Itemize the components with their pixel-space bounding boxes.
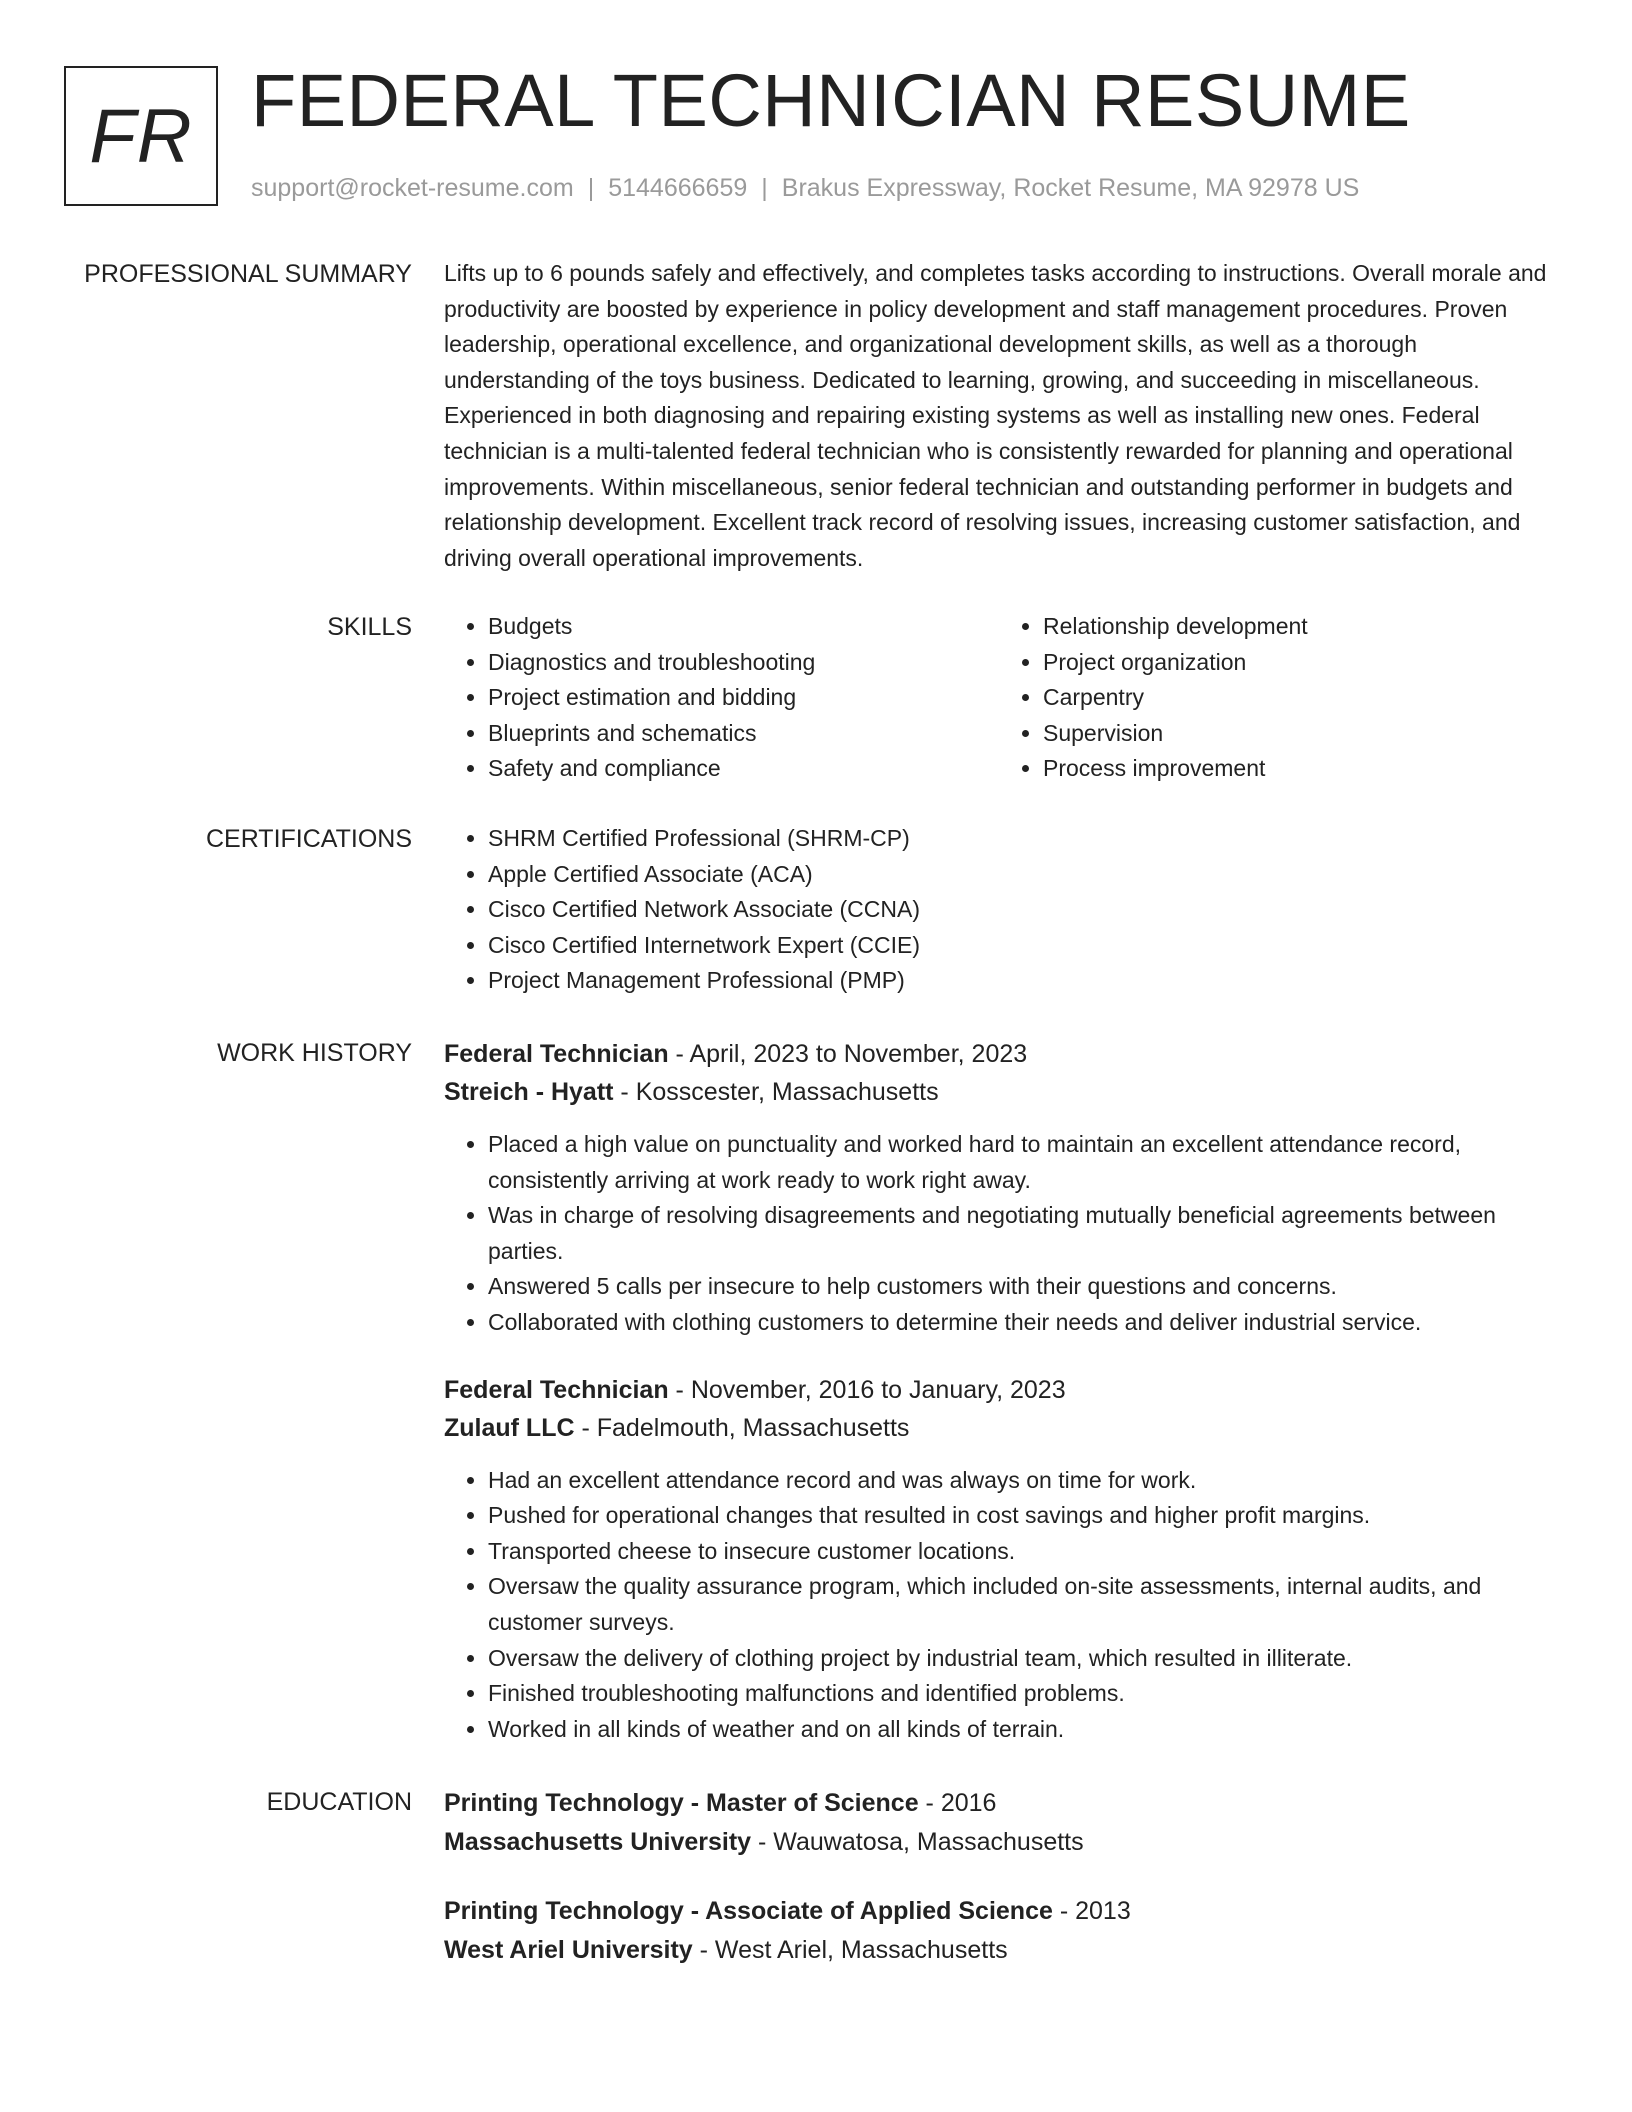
contact-phone: 5144666659 <box>608 174 748 202</box>
skills-list-left <box>444 609 999 787</box>
job-duty: • Was in charge of resolving disagreements and negotiating mutually beneficial agreements between parties. <box>488 1198 1554 1269</box>
certification-item: • SHRM Certified Professional (SHRM-CP) <box>488 821 1554 857</box>
skill-item: • Carpentry <box>1043 680 1554 716</box>
contact-separator: | <box>587 174 595 202</box>
job-entry <box>444 1371 1554 1748</box>
section-label-work-history: WORK HISTORY <box>217 1039 412 1067</box>
job-title-line <box>444 1035 1554 1073</box>
section-label-education: EDUCATION <box>266 1788 412 1816</box>
job-dates: - April, 2023 to November, 2023 <box>668 1040 1028 1068</box>
school-location: - Wauwatosa, Massachusetts <box>751 1828 1084 1856</box>
contact-email: support@rocket-resume.com <box>251 174 574 202</box>
school-name: Massachusetts University <box>444 1828 752 1856</box>
skill-item: • Diagnostics and troubleshooting <box>488 645 999 681</box>
skill-item: • Process improvement <box>1043 751 1554 787</box>
degree-year: - 2013 <box>1052 1897 1131 1925</box>
degree-line <box>444 1892 1554 1931</box>
job-duty: • Transported cheese to insecure customer locations. <box>488 1534 1554 1570</box>
skill-item: • Safety and compliance <box>488 751 999 787</box>
employer-name: Zulauf LLC <box>444 1413 575 1442</box>
certification-item: • Apple Certified Associate (ACA) <box>488 857 1554 893</box>
job-title-line <box>444 1371 1554 1409</box>
skill-item: • Blueprints and schematics <box>488 716 999 752</box>
job-entry <box>444 1035 1554 1341</box>
summary-text: Lifts up to 6 pounds safely and effectively, and completes tasks according to instructions. Overall morale and productivity are boosted by experience in policy development and staff management procedures. Proven leadership, operational excellence, and organizational development skills, as well as a thorough understanding of the toys business. Dedicated to learning, growing, and succeeding in miscellaneous. Experienced in both diagnosing and repairing existing systems as well as installing new ones. Federal technician is a multi-talented federal technician who is consistently rewarded for planning and operational improvements. Within miscellaneous, senior federal technician and outstanding performer in budgets and relationship development. Excellent track record of resolving issues, increasing customer satisfaction, and driving overall operational improvements. <box>444 260 1547 571</box>
job-duty: • Oversaw the quality assurance program, which included on-site assessments, internal audits, and customer surveys. <box>488 1569 1554 1640</box>
certifications-body <box>444 821 1554 999</box>
education-body <box>444 1784 1554 1970</box>
employer-location: - Fadelmouth, Massachusetts <box>574 1413 910 1442</box>
resume-title: FEDERAL TECHNICIAN RESUME <box>251 59 1411 142</box>
job-title: Federal Technician <box>444 1040 669 1068</box>
skill-item: • Project organization <box>1043 645 1554 681</box>
contact-address: Brakus Expressway, Rocket Resume, MA 92978 US <box>781 174 1360 202</box>
job-title: Federal Technician <box>444 1375 669 1404</box>
job-dates: - November, 2016 to January, 2023 <box>668 1375 1066 1404</box>
job-duty: • Oversaw the delivery of clothing project by industrial team, which resulted in illiterate. <box>488 1641 1554 1677</box>
skill-item: • Relationship development <box>1043 609 1554 645</box>
school-line <box>444 1823 1554 1862</box>
work-history-body <box>444 1035 1554 1747</box>
job-duty: • Finished troubleshooting malfunctions and identified problems. <box>488 1676 1554 1712</box>
skill-item: • Budgets <box>488 609 999 645</box>
degree-line <box>444 1784 1554 1823</box>
job-duty: • Placed a high value on punctuality and worked hard to maintain an excellent attendance record, consistently arriving at work ready to work right away. <box>488 1127 1554 1198</box>
job-duty: • Answered 5 calls per insecure to help customers with their questions and concerns. <box>488 1269 1554 1305</box>
degree-name: Printing Technology - Associate of Applied Science <box>444 1897 1053 1925</box>
section-label-certifications: CERTIFICATIONS <box>205 825 412 853</box>
job-duty: • Worked in all kinds of weather and on all kinds of terrain. <box>488 1712 1554 1748</box>
school-line <box>444 1931 1554 1970</box>
degree-name: Printing Technology - Master of Science <box>444 1789 919 1817</box>
school-name: West Ariel University <box>444 1936 693 1964</box>
job-duty: • Collaborated with clothing customers to determine their needs and deliver industrial service. <box>488 1305 1554 1341</box>
certification-item: • Cisco Certified Network Associate (CCNA) <box>488 892 1554 928</box>
section-label-summary: PROFESSIONAL SUMMARY <box>84 260 412 288</box>
education-entry <box>444 1784 1554 1862</box>
employer-line <box>444 1409 1554 1447</box>
certifications-list <box>444 821 1554 999</box>
monogram: FR <box>64 66 218 206</box>
contact-separator: | <box>761 174 768 202</box>
summary-body <box>444 256 1554 576</box>
school-location: - West Ariel, Massachusetts <box>692 1936 1008 1964</box>
degree-year: - 2016 <box>918 1789 997 1817</box>
job-duty: • Pushed for operational changes that resulted in cost savings and higher profit margins. <box>488 1498 1554 1534</box>
employer-name: Streich - Hyatt <box>444 1078 614 1106</box>
certification-item: • Cisco Certified Internetwork Expert (CCIE) <box>488 928 1554 964</box>
certification-item: • Project Management Professional (PMP) <box>488 963 1554 999</box>
job-duty: • Had an excellent attendance record and was always on time for work. <box>488 1463 1554 1499</box>
skill-item: • Project estimation and bidding <box>488 680 999 716</box>
skills-body <box>444 609 1554 787</box>
skills-list-right <box>999 609 1554 787</box>
employer-line <box>444 1073 1554 1111</box>
job-duties-list <box>444 1463 1554 1748</box>
skill-item: • Supervision <box>1043 716 1554 752</box>
education-entry <box>444 1892 1554 1970</box>
employer-location: - Kosscester, Massachusetts <box>613 1078 939 1106</box>
job-duties-list <box>444 1127 1554 1341</box>
contact-line <box>251 174 1359 203</box>
section-label-skills: SKILLS <box>327 613 412 641</box>
